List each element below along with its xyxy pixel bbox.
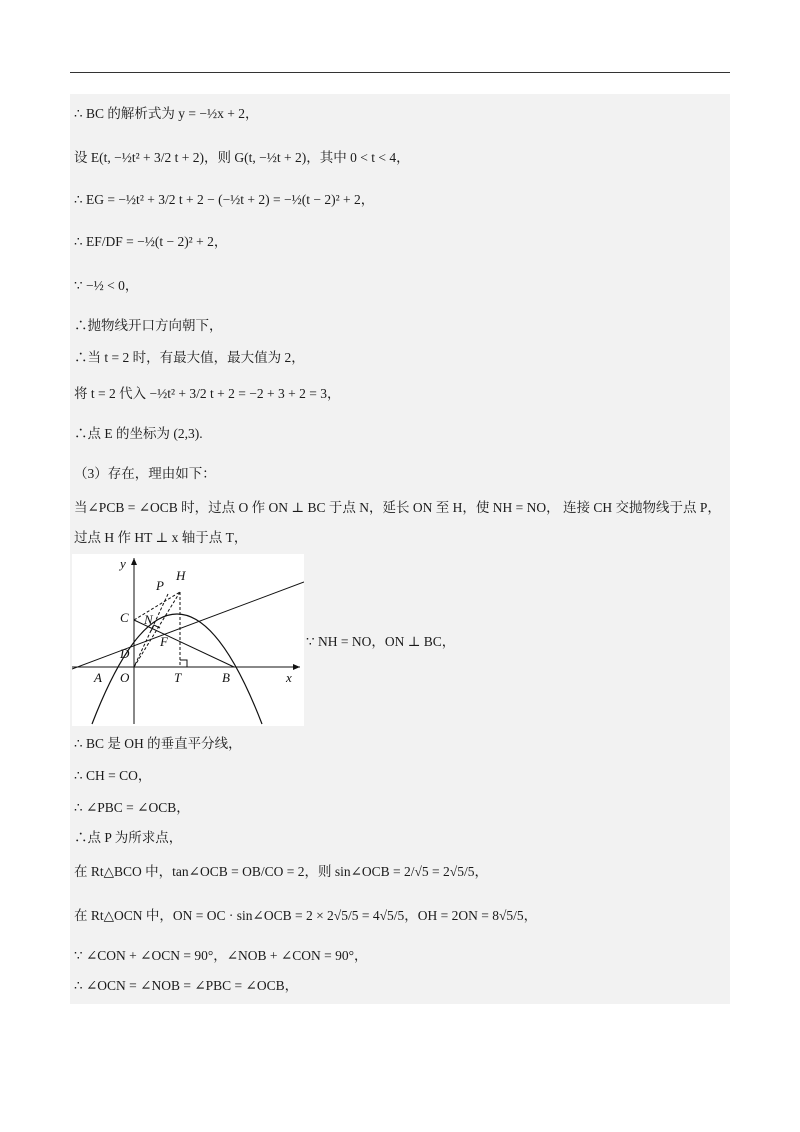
line-4: ∵ −½ < 0， [74, 278, 139, 293]
label-p: P [156, 578, 164, 593]
line-5: ∴抛物线开口方向朝下， [74, 318, 223, 333]
figure-svg [72, 554, 304, 726]
line-17: 在 Rt△OCN 中，ON = OC · sin∠OCB = 2 × 2√5/5 = 4√5/5，OH = 2ON = 8√5/5， [74, 908, 538, 923]
line-19: ∴ ∠OCN = ∠NOB = ∠PBC = ∠OCB， [74, 978, 299, 993]
line-14: ∴ ∠PBC = ∠OCB， [74, 800, 190, 815]
label-x: x [286, 670, 292, 685]
line-16: 在 Rt△BCO 中，tan∠OCB = OB/CO = 2，则 sin∠OCB = 2/√5 = 2√5/5， [74, 864, 488, 879]
label-c: C [120, 610, 129, 625]
label-a: A [94, 670, 102, 685]
label-o: O [120, 670, 130, 685]
label-f: F [160, 634, 168, 649]
line-8: ∴点 E 的坐标为 (2,3). [74, 426, 203, 441]
label-h: H [176, 568, 186, 583]
line-1: 设 E(t, −½t² + 3/2 t + 2)，则 G(t, −½t + 2)，其中 0 < t < 4， [74, 150, 410, 165]
line-2: ∴ EG = −½t² + 3/2 t + 2 − (−½t + 2) = −½(t − 2)² + 2， [74, 192, 375, 207]
label-b: B [222, 670, 230, 685]
line-7: 将 t = 2 代入 −½t² + 3/2 t + 2 = −2 + 3 + 2 = 3， [74, 386, 341, 401]
label-d: D [120, 646, 130, 661]
line-3: ∴ EF/DF = −½(t − 2)² + 2， [74, 234, 228, 249]
geometry-figure [72, 554, 304, 726]
label-n: N [144, 612, 153, 627]
line-10: 当∠PCB = ∠OCB 时，过点 O 作 ON ⊥ BC 于点 N，延长 ON 至 H，使 NH = NO， 连接 CH 交抛物线于点 P， [74, 500, 721, 515]
line-18: ∵ ∠CON + ∠OCN = 90°，∠NOB + ∠CON = 90°， [74, 948, 368, 963]
line-6: ∴当 t = 2 时，有最大值，最大值为 2， [74, 350, 305, 365]
line-11: 过点 H 作 HT ⊥ x 轴于点 T， [74, 530, 248, 545]
figure-caption: ∵ NH = NO，ON ⊥ BC， [306, 634, 456, 649]
header-rule [70, 72, 730, 73]
line-12: ∴ BC 是 OH 的垂直平分线， [74, 736, 242, 751]
line-13: ∴ CH = CO， [74, 768, 152, 783]
label-t: T [174, 670, 182, 685]
solution-content [70, 94, 730, 1004]
line-15: ∴点 P 为所求点， [74, 830, 183, 845]
label-y: y [120, 556, 126, 571]
line-9: （3）存在，理由如下： [74, 466, 216, 481]
line-0: ∴ BC 的解析式为 y = −½x + 2， [74, 106, 259, 121]
